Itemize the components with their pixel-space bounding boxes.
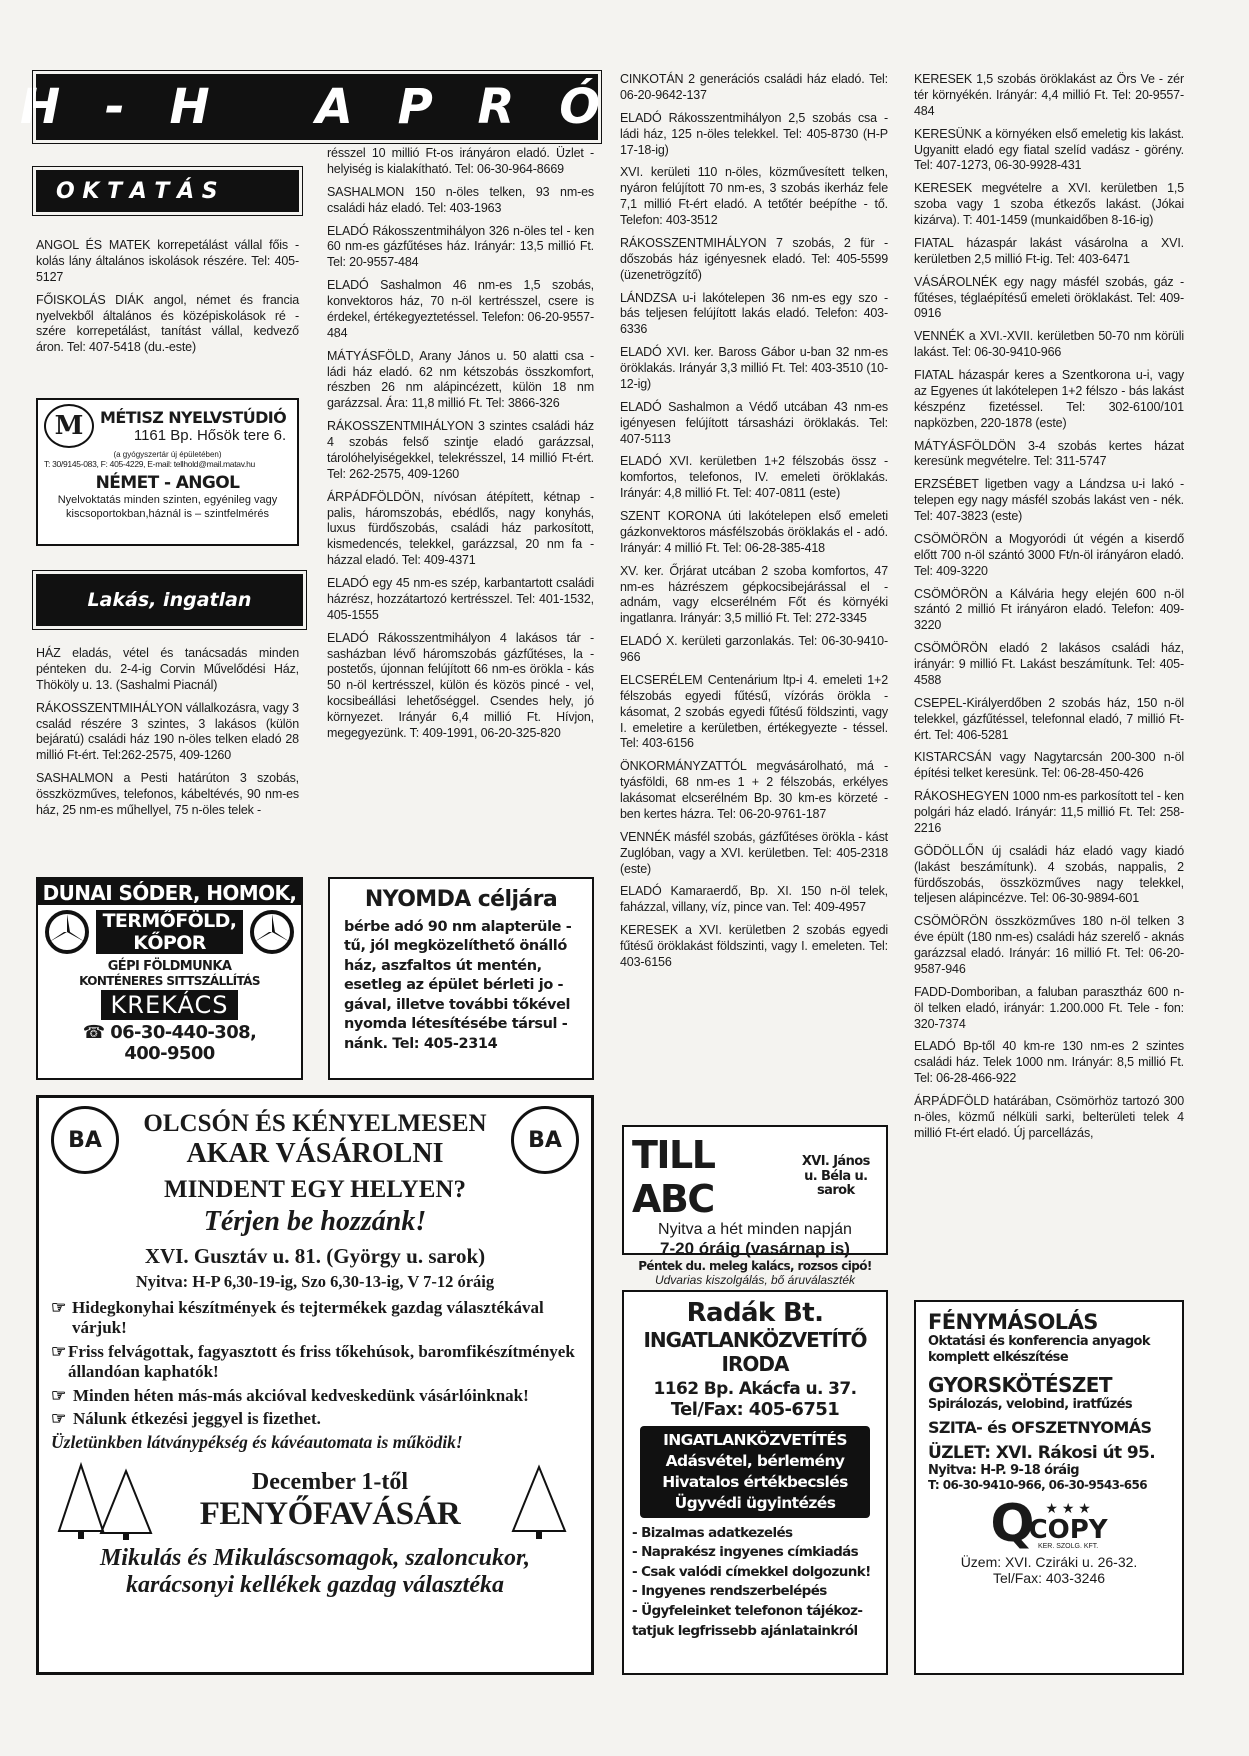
classified-ad: SASHALMON 150 n-öles telken, 93 nm-es családi ház eladó. Tel: 403-1963: [327, 184, 594, 215]
supermarket-ad: BA OLCSÓN ÉS KÉNYELMESEN AKAR VÁSÁROLNI BA MINDENT EGY HELYEN? Térjen be hozzánk! XVI. Gusztáv u. 81. (György u. sarok) Nyitva: H-P 6,30-19-ig, Szo 6,30-13-ig, V 7-12 óráig ☞ Hidegkonyhai készítmények és tejtermékek gazdag választékával várjuk! ☞ Friss felvágottak, fagyasztott és friss tőkehúsok, baromfikészítmények állandóan kaphatók! ☞ Minden héten más-más akcióval kedveskedünk vásárlóinknak! ☞ Nálunk étkezési jeggyel is fizethet. Üzletünkben látványpékség és kávéautomata is működik! December 1-től FENYŐFAVÁSÁR Mikulás és Mikuláscsomagok, szaloncukor, karácsonyi kellékek gazdag választéka: [36, 1095, 594, 1675]
classified-ad: VÁSÁROLNÉK egy nagy másfél szobás, gáz - fűtéses, téglaépítésű emeleti öröklakást. Tel: 409-0916: [914, 274, 1184, 321]
classified-ad: CSÖMÖRÖN a Kálvária hegy elején 600 n-öl szántó 2 millió Ft irányáron eladó. Telefon: 409-3220: [914, 586, 1184, 633]
lakas-ads-col3: [620, 72, 888, 978]
classified-ad: KERESEK a XVI. kerületben 2 szobás egyedi fűtésű öröklakást földszinti, vagy I. emeleten. Tel: 403-6156: [620, 923, 888, 969]
classified-ad: CSÖMÖRÖN a Mogyoródi út végén a kiserdő előtt 700 n-öl szántó 3000 Ft/n-öl irányáron eladó. Tel: 409-3220: [914, 531, 1184, 578]
masthead-title: H - H A P R Ó: [19, 79, 615, 135]
classified-ad: RÁKOSSZENTMIHÁLYON 7 szobás, 2 für - dőszobás ház igényesnek eladó. Tel: 405-5599 (üzenetrögzítő): [620, 235, 888, 282]
classified-ad: KISTARCSÁN vagy Nagytarcsán 200-300 n-öl építési telket keresünk. Tel: 06-28-450-426: [914, 750, 1184, 781]
classified-ad: KERESEK megvételre a XVI. kerületben 1,5 szoba vagy 1 szoba étkezős lakást. (Jókai kizárva). T: 401-1459 (munkaidőben 8-16-ig): [914, 181, 1184, 227]
pointing-hand-icon: ☞: [51, 1341, 67, 1361]
ba-logo-icon: BA: [511, 1106, 579, 1174]
ba-logo-icon: BA: [51, 1106, 119, 1174]
classified-ad: XVI. kerületi 110 n-öles, közművesített telken, nyáron felújított 70 nm-es, 3 szobás ikerház fele 7,1 millió Ft-ért eladó. A tetőtér beépíthe - tő. Telefon: 403-3512: [620, 165, 888, 227]
classified-ad: KERESEK 1,5 szobás öröklakást az Örs Ve - zér tér környékén. Irányár: 4,4 millió Ft. Tel: 20-9557-484: [914, 72, 1184, 118]
classified-ad: FIATAL házaspár lakást vásárolna a XVI. kerületben 2,5 millió Ft-ig. Tel: 403-6471: [914, 235, 1184, 266]
section-header-lakas: Lakás, ingatlan: [36, 574, 303, 626]
metisz-languages: NÉMET - ANGOL: [95, 473, 240, 493]
classified-ad: RÁKOSSZENTMIHÁLYON 3 szintes családi ház 4 szobás felső szintje eladó garázzsal, tárolóhelyiségekkel, telekrésszel, 14 millió Ft-ért. Tel: 262-2575, 409-1260: [327, 419, 594, 481]
pointing-hand-icon: ☞: [51, 1408, 67, 1428]
classified-ad: RÁKOSSZENTMIHÁLYON vállalkozásra, vagy 3 család részére 3 szintes, 3 lakásos (külön bejáratú) családi ház 190 n-öles telken eladó 28 millió Ft-ért. Tel:262-2575, 409-1260: [36, 700, 299, 763]
classified-ad: ELADÓ Rákosszentmihályon 2,5 szobás csa - ládi ház, 125 n-öles telekkel. Tel: 405-8730 (H-P 17-18-ig): [620, 110, 888, 157]
classified-ad: RÁKOSHEGYEN 1000 nm-es parkosított tel - ken polgári ház eladó. Irányár: 11,5 millió Ft. Tel: 258-2216: [914, 789, 1184, 835]
dunai-phone: ☎ 06-30-440-308,: [82, 1022, 257, 1043]
krekacs-brand: KREKÁCS: [101, 990, 239, 1020]
classified-ad: CSEPEL-Királyerdőben 2 szobás ház, 150 n-öl telekkel, gázfűtéssel, telefonnal eladó, 7 millió Ft-ért. Tel: 406-5281: [914, 695, 1184, 742]
classified-ad: ÁRPÁDFÖLD határában, Csömörhöz tartozó 300 n-öles, közmű nélküli sarki, belterületi telek 4 millió Ft-ért eladó. Új parcellázás,: [914, 1094, 1184, 1140]
classified-ad: MÁTYÁSFÖLDÖN 3-4 szobás kertes házat keresünk megvételre. Tel: 311-5747: [914, 438, 1184, 469]
classified-ad: ELADÓ Rákosszentmihályon 326 n-öles tel - ken 60 nm-es gázfűtéses ház. Irányár: 13,5 millió Ft. Tel: 20-9557-484: [327, 223, 594, 270]
classified-ad: SZENT KORONA úti lakótelepen első emeleti gázkonvektoros másfélszobás öröklakás el - adó. Irányár: 4 millió Ft. Tel: 06-28-385-418: [620, 509, 888, 555]
classified-ad: ERZSÉBET ligetben vagy a Lándzsa u-i lakó - telepen egy nagy másfél szobás lakást ven - nék. Tel: 407-3823 (este): [914, 477, 1184, 523]
masthead: [19, 74, 615, 140]
classified-ad: ELADÓ egy 45 nm-es szép, karbantartott családi házrész, hozzátartozó kertrésszel. Tel: 401-1532, 405-1555: [327, 576, 594, 622]
classified-ad: FŐISKOLÁS DIÁK angol, német és francia nyelvekből általános és középiskolások ré - szére korrepetálást, tanítást vállal, kedvező áron. Tel: 407-5418 (du.-este): [36, 292, 299, 355]
oktatas-ads: [36, 238, 299, 363]
classified-ad: ELADÓ XVI. kerületben 1+2 félszobás össz - komfortos, telefonos, IV. emeleti öröklakás. Irányár: 4,8 millió Ft. Tel: 407-0811 (este): [620, 454, 888, 501]
christmas-tree-icon: [499, 1461, 579, 1541]
classified-ad: KERESÜNK a környéken első emeletig kis lakást. Ugyanitt eladó egy fiatal szelíd vadász - görény. Tel: 407-1273, 06-30-9928-431: [914, 126, 1184, 173]
radak-ad: Radák Bt. INGATLANKÖZVETÍTŐ IRODA 1162 Bp. Akácfa u. 37. Tel/Fax: 405-6751 INGATLANKÖZVETÍTÉS Adásvétel, bérlemény Hivatalos értékbecslés Ügyvédi ügyintézés - Bizalmas adatkezelés - Naprakész ingyenes címkiadás - Csak valódi címekkel dolgozunk! - Ingyenes rendszerbelépés - Ügyfeleinket telefonon tájékoz- tatjuk legfrissebb ajánlatainkról: [622, 1290, 888, 1675]
pointing-hand-icon: ☞: [51, 1385, 67, 1405]
classified-ad: ÁRPÁDFÖLDÖN, nívósan átépített, kétnap - palis, háromszobás, ebédlős, nagy konyhás, luxus fürdőszobás, családi ház parkosított, kismedencés, telekkel, garázzsal, 20 nm fa - házzal eladó. Tel: 409-4371: [327, 489, 594, 568]
classified-ad: VENNÉK a XVI.-XVII. kerületben 50-70 nm körüli lakást. Tel: 06-30-9410-966: [914, 329, 1184, 360]
classified-ad: ELADÓ Sashalmon a Védő utcában 43 nm-es igényesen felújított társasházi öröklakás. Tel: 407-5113: [620, 399, 888, 446]
classified-ad: CSÖMÖRÖN eladó 2 lakásos családi ház, irányár: 9 millió Ft. Lakást beszámítunk. Tel: 405-4588: [914, 641, 1184, 687]
metisz-address: 1161 Bp. Hősök tere 6.: [133, 427, 287, 444]
bullet-list: ☞ Hidegkonyhai készítmények és tejtermékek gazdag választékával várjuk! ☞ Friss felvágottak, fagyasztott és friss tőkehúsok, baromfikészítmények állandóan kaphatók! ☞ Minden héten más-más akcióval kedveskedünk vásárlóinknak! ☞ Nálunk étkezési jeggyel is fizethet.: [51, 1298, 575, 1428]
mercedes-logo-icon: [44, 909, 90, 955]
section-header-oktatas: O K T A T Á S: [36, 170, 299, 212]
lakas-ads-col2: [327, 146, 594, 749]
classified-ad: ELCSERÉLEM Centenárium ltp-i 4. emeleti 1+2 félszobás egyedi fűtésű, vízórás örökla - kásomat, 2 szobás egyedi fűtésű földszinti, vagy I. emeletire a kerületben, értékegyezte - téssel. Tel: 403-6156: [620, 672, 888, 751]
classified-ad: résszel 10 millió Ft-os irányáron eladó. Üzlet - helyiség is kialakítható. Tel: 06-30-964-8669: [327, 146, 594, 176]
dunai-soder-ad: DUNAI SÓDER, HOMOK, TERMŐFÖLD, KŐPOR GÉPI FÖLDMUNKA KONTÉNERES SITTSZÁLLÍTÁS KREKÁCS ☎ 06-30-440-308, 400-9500: [36, 877, 303, 1080]
classified-ad: ELADÓ XVI. ker. Baross Gábor u-ban 32 nm-es öröklakás. Irányár 3,3 millió Ft. Tel: 403-3510 (10-12-ig): [620, 345, 888, 391]
metisz-title: MÉTISZ NYELVSTÚDIÓ: [100, 408, 287, 427]
qcopy-ad: FÉNYMÁSOLÁS Oktatási és konferencia anyagok komplett elkészítése GYORSKÖTÉSZET Spirálozás, velobind, iratfűzés SZITA- és OFSZETNYOMÁS ÜZLET: XVI. Rákosi út 95. Nyitva: H-P. 9-18 óráig T: 06-30-9410-966, 06-30-9543-656 Q ★ ★ ★ COPY KER. SZOLG. KFT. Üzem: XVI. Cziráki u. 26-32. Tel/Fax: 403-3246: [914, 1300, 1184, 1675]
classified-ad: HÁZ eladás, vétel és tanácsadás minden pénteken du. 2-4-ig Corvin Művelődési Ház, Thököly u. 13. (Sashalmi Piacnál): [36, 646, 299, 692]
pointing-hand-icon: ☞: [51, 1298, 67, 1317]
till-abc-brand: TILL ABC: [632, 1133, 715, 1221]
classified-ad: ANGOL ÉS MATEK korrepetálást vállal főis - kolás lány általános iskolások részére. Tel: 405-5127: [36, 238, 299, 284]
classified-ad: ELADÓ Rákosszentmihályon 4 lakásos tár - sasházban lévő háromszobás gázfűtéses, la - postetős, újonnan felújított 66 nm-es örökla - kás 50 n-öl kertrésszel, külön és közös pincé - vel, kocsibeállási lehetőséggel. Csendes hely, jó környezet. Irányár 6,4 millió Ft. Hívjon, megegyezünk. T: 409-1991, 06-20-325-820: [327, 630, 594, 740]
classified-ad: ELADÓ X. kerületi garzonlakás. Tel: 06-30-9410-966: [620, 634, 888, 664]
lakas-ads-col4: [914, 72, 1184, 1149]
classified-ad: XV. ker. Őrjárat utcában 2 szoba komfortos, 47 nm-es házrészem gépkocsibejárással el - adnám, vagy elcserélném Főt és környéki ingatlanra. Irányár: 3,5 millió Ft. Tel: 272-3345: [620, 563, 888, 626]
metisz-ad: M MÉTISZ NYELVSTÚDIÓ 1161 Bp. Hősök tere 6. (a gyógyszertár új épületében) T: 30/9145-083, F: 405-4229, E-mail: tellhold@mail.matav.hu NÉMET - ANGOL Nyelvoktatás minden szinten, egyénileg vagy kiscsoportokban,háznál is – szintfelmérés: [36, 398, 299, 546]
metisz-logo: M: [44, 404, 94, 448]
classified-ad: ÖNKORMÁNYZATTÓL megvásárolható, má - tyásföldi, 68 nm-es 1 + 2 félszobás, erkélyes lakásomat elcserélném Bp. 30 km-es körzeté - ben kertes házra. Tel: 06-20-9761-187: [620, 759, 888, 821]
classified-ad: VENNÉK másfél szobás, gázfűtéses örökla - kást Zuglóban, vagy a XVI. kerületben. Tel: 405-2318 (este): [620, 829, 888, 876]
qcopy-logo: Q ★ ★ ★ COPY KER. SZOLG. KFT.: [990, 1493, 1108, 1554]
lakas-ads-col1: [36, 646, 299, 826]
classified-ad: FIATAL házaspár keres a Szentkorona u-i, vagy az Egyenes út lakótelepen 1+2 félszo - bás lakást készpénz fizetéssel. Tel: 302-6100/101 napközben, 220-1878 (este): [914, 368, 1184, 430]
classified-ad: ELADÓ Kamaraerdő, Bp. XI. 150 n-öl telek, faházzal, villany, víz, pince van. Tel: 409-4957: [620, 884, 888, 915]
metisz-contact: T: 30/9145-083, F: 405-4229, E-mail: tellhold@mail.matav.hu: [44, 459, 255, 469]
classified-ad: FADD-Domboriban, a faluban parasztház 600 n-öl telken eladó, irányár: 1.200.000 Ft. Tele - fon: 320-7374: [914, 984, 1184, 1031]
classified-ad: MÁTYÁSFÖLD, Arany János u. 50 alatti csa - ládi ház eladó. 62 nm kétszobás összkomfort, részben 26 nm alápincézett, külön 18 nm garázzsal. Ára: 11,8 millió Ft. Tel: 3866-326: [327, 348, 594, 411]
classified-ad: ELADÓ Sashalmon 46 nm-es 1,5 szobás, konvektoros ház, 70 n-öl kertrésszel, csere is érdekel, értékegyeztetéssel. Telefon: 06-20-9557-484: [327, 278, 594, 340]
classified-ad: CSÖMÖRÖN összközműves 180 n-öl telken 3 éve épült (180 nm-es) családi ház szerelő - aknás garázzsal eladó. Irányár: 16 millió Ft. Tel: 06-20-9587-946: [914, 914, 1184, 976]
mercedes-logo-icon: [249, 909, 295, 955]
classified-ad: ELADÓ Bp-től 40 km-re 130 nm-es 2 szintes családi ház. Telek 1000 nm. Irányár: 8,5 millió Ft. Tel: 06-28-466-922: [914, 1039, 1184, 1086]
stars-icon: ★ ★ ★: [1045, 1499, 1091, 1516]
christmas-tree-icon: [51, 1461, 161, 1541]
classified-ad: LÁNDZSA u-i lakótelepen 36 nm-es egy szo - bás teljesen felújított lakás eladó. Telefon: 403-6336: [620, 290, 888, 337]
nyomda-ad: NYOMDA céljára bérbe adó 90 nm alapterüle - tű, jól megközelíthető önálló ház, aszfaltos út mentén, esetleg az épület bérleti jo - gával, illetve további tőkével nyomda létesítésébe társul - nánk. Tel: 405-2314: [328, 877, 594, 1080]
classified-ad: SASHALMON a Pesti határúton 3 szobás, összközműves, telefonos, kábeltévés, 90 nm-es ház, 25 nm-es műhellyel, 75 n-öles telek -: [36, 771, 299, 817]
classified-ad: CINKOTÁN 2 generációs családi ház eladó. Tel: 06-20-9642-137: [620, 72, 888, 102]
classified-ad: GÖDÖLLŐN új családi ház eladó vagy kiadó (lakást beszámítunk). 4 szobás, nappalis, 2 fürdőszobás, összközműves nagy telekkel, teljesen alápincézve. Tel: 06-30-9894-601: [914, 843, 1184, 906]
till-abc-ad: TILL ABC XVI. János u. Béla u. sarok Nyitva a hét minden napján 7-20 óráig (vasárnap is) Péntek du. meleg kalács, rozsos cipó! Udvarias kiszolgálás, bő áruválaszték: [622, 1125, 888, 1255]
